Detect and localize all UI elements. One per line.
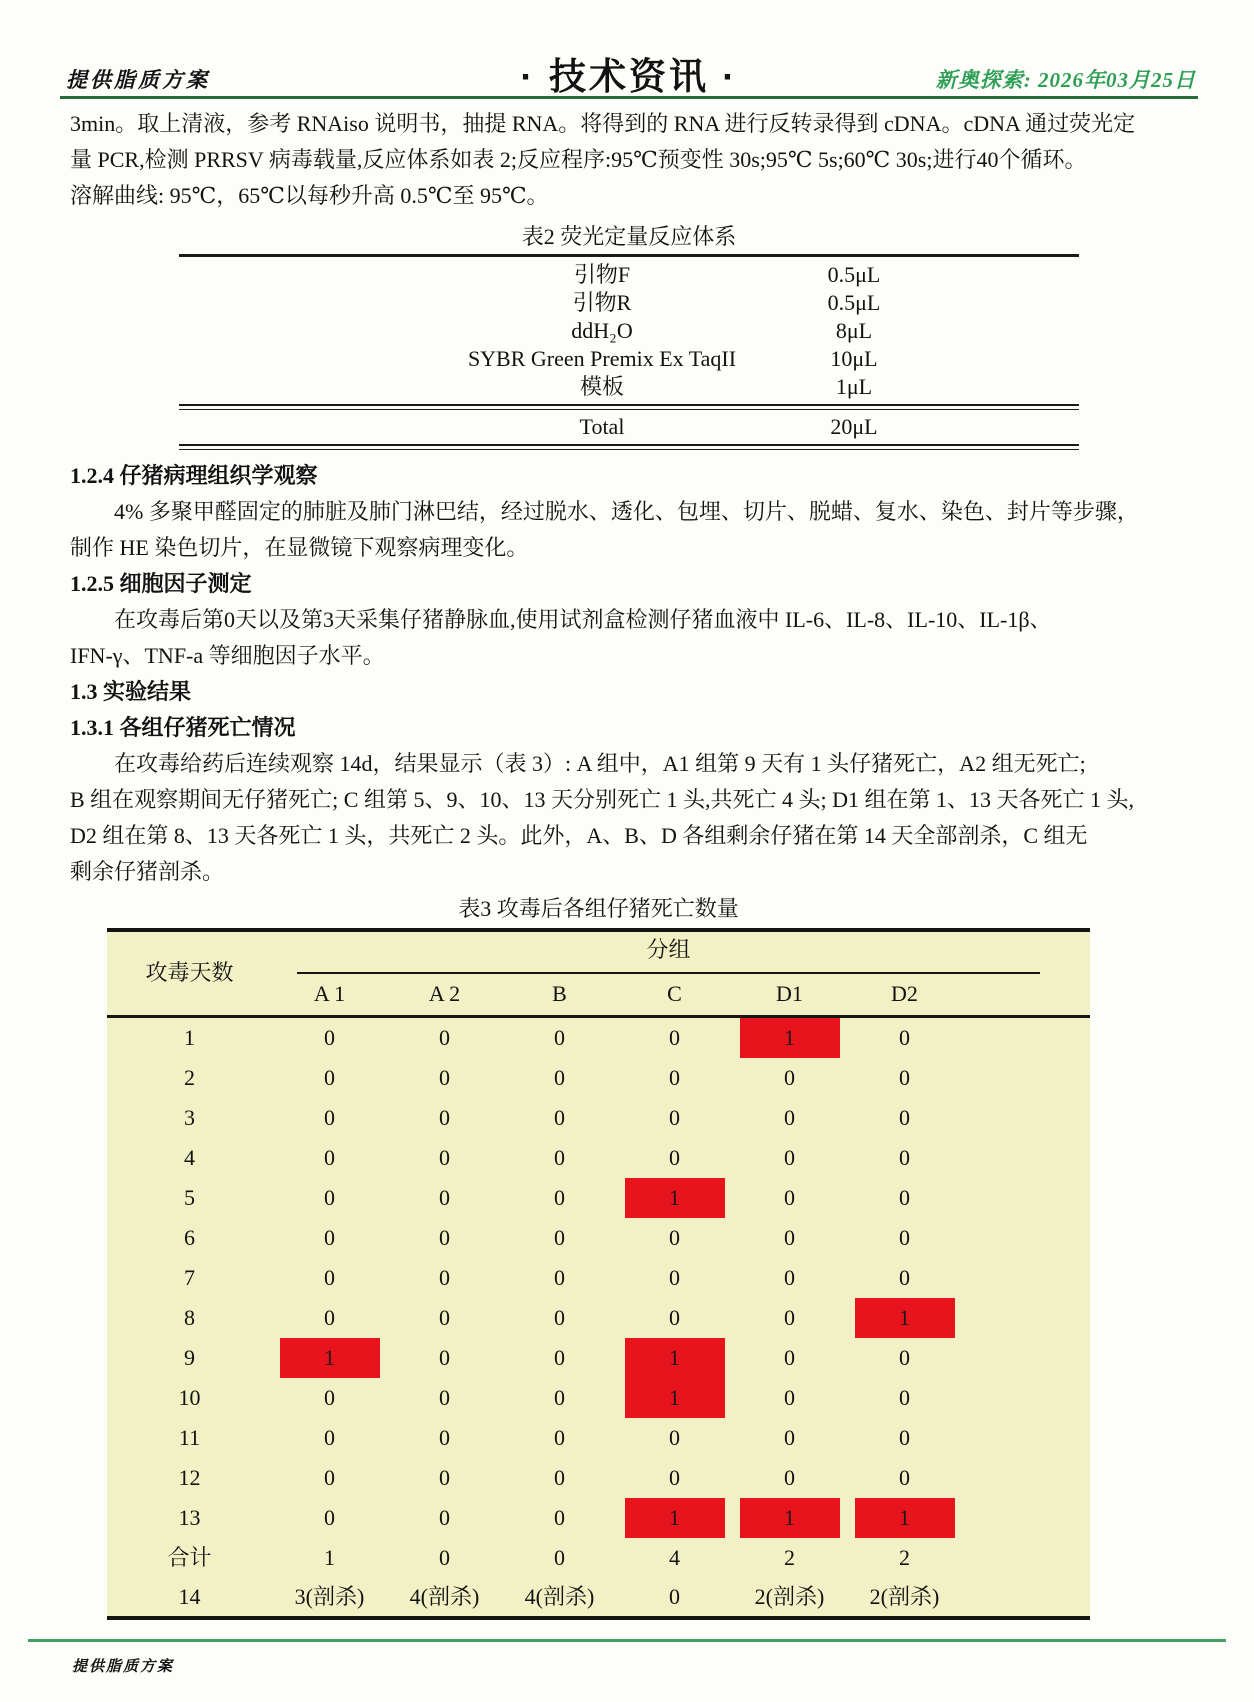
death-highlight-cell: 1: [855, 1298, 955, 1338]
value-cell: 2(剖杀): [869, 1583, 940, 1609]
header-date: 新奥探索: 2026年03月25日: [935, 68, 1196, 92]
table-row: [107, 1218, 1090, 1258]
day-cell: 1: [184, 1024, 195, 1050]
value-cell: 0: [554, 1224, 565, 1250]
day-cell: 3: [184, 1104, 195, 1130]
value-cell: 0: [669, 1304, 680, 1330]
table2: [179, 222, 1079, 450]
paragraph-131: [70, 746, 1188, 890]
day-cell: 7: [184, 1264, 195, 1290]
text-line: B 组在观察期间无仔猪死亡; C 组第 5、9、10、13 天分别死亡 1 头,共死亡 4 头; D1 组在第 1、13 天各死亡 1 头,: [70, 787, 1134, 812]
table2-row: [179, 317, 1079, 345]
value-cell: 0: [669, 1024, 680, 1050]
value-cell: 0: [439, 1424, 450, 1450]
section-heading-124: 1.2.4 仔猪病理组织学观察: [70, 463, 318, 488]
value-cell: 0: [899, 1464, 910, 1490]
value-cell: 0: [439, 1544, 450, 1570]
spacer-cell: [962, 1138, 1090, 1178]
spacer-cell: [962, 1578, 1090, 1618]
value-cell: 0: [439, 1064, 450, 1090]
text-line: 4% 多聚甲醛固定的肺脏及肺门淋巴结，经过脱水、透化、包埋、切片、脱蜡、复水、染色、封片等步骤，: [70, 499, 1139, 524]
value-cell: 1: [324, 1544, 335, 1570]
value-cell: 0: [554, 1264, 565, 1290]
day-cell: 2: [184, 1064, 195, 1090]
day-cell: 8: [184, 1304, 195, 1330]
value-cell: 0: [784, 1304, 795, 1330]
table-row: [107, 1058, 1090, 1098]
value-cell: 0: [324, 1424, 335, 1450]
value-cell: 0: [669, 1064, 680, 1090]
day-cell: 10: [178, 1384, 201, 1410]
death-highlight-cell: 1: [280, 1338, 380, 1378]
value-cell: 0: [669, 1264, 680, 1290]
value-cell: [847, 1498, 962, 1538]
text-line: 在攻毒后第0天以及第3天采集仔猪静脉血,使用试剂盒检测仔猪血液中 IL-6、IL-8、IL-10、IL-1β、: [70, 607, 1052, 632]
footer-brand: 提供脂质方案: [72, 1659, 175, 1675]
value-cell: [732, 1498, 847, 1538]
value-cell: 0: [899, 1184, 910, 1210]
text-line: D2 组在第 8、13 天各死亡 1 头，共死亡 2 头。此外，A、B、D 各组剩余仔猪在第 14 天全部剖杀，C 组无: [70, 823, 1088, 848]
value-cell: [617, 1178, 732, 1218]
day-cell: 14: [178, 1583, 201, 1609]
paragraph-125: [70, 602, 1188, 674]
table-row: [107, 1538, 1090, 1578]
value-cell: 2(剖杀): [754, 1583, 825, 1609]
day-cell: 13: [178, 1504, 201, 1530]
value-cell: 0: [784, 1384, 795, 1410]
text-line: 量 PCR,检测 PRRSV 病毒载量,反应体系如表 2;反应程序:95℃预变性 30s;95℃ 5s;60℃ 30s;进行40个循环。: [70, 147, 1087, 172]
value-cell: 0: [784, 1104, 795, 1130]
header-brand-left: 提供脂质方案: [66, 68, 210, 92]
spacer-cell: [962, 1016, 1090, 1058]
value-cell: 3(剖杀): [294, 1583, 365, 1609]
value-cell: [617, 1338, 732, 1378]
page-header: [62, 48, 1196, 96]
reagent-volume: 0.5μL: [827, 262, 881, 287]
value-cell: 0: [439, 1224, 450, 1250]
value-cell: 0: [324, 1384, 335, 1410]
value-cell: 0: [784, 1064, 795, 1090]
value-cell: 0: [324, 1304, 335, 1330]
table2-total-label: Total: [579, 414, 625, 439]
value-cell: 0: [899, 1144, 910, 1170]
value-cell: 0: [899, 1344, 910, 1370]
death-highlight-cell: 1: [855, 1498, 955, 1538]
value-cell: 0: [324, 1224, 335, 1250]
table-row: [107, 1138, 1090, 1178]
value-cell: 0: [899, 1024, 910, 1050]
reagent-volume: 10μL: [830, 346, 878, 371]
table2-row: [179, 345, 1079, 373]
table-row: [107, 1338, 1090, 1378]
value-cell: 0: [669, 1424, 680, 1450]
spacer-cell: [962, 1098, 1090, 1138]
text-line: IFN-γ、TNF-a 等细胞因子水平。: [70, 643, 385, 668]
value-cell: 0: [784, 1144, 795, 1170]
value-cell: 0: [324, 1024, 335, 1050]
value-cell: 0: [439, 1104, 450, 1130]
column-header-days: 攻毒天数: [107, 930, 272, 1016]
value-cell: 0: [669, 1583, 680, 1609]
day-cell: 11: [178, 1424, 201, 1450]
value-cell: 0: [899, 1264, 910, 1290]
table2-bottom-rule: [179, 444, 1079, 450]
value-cell: 0: [554, 1424, 565, 1450]
value-cell: 2: [899, 1544, 910, 1570]
spacer-cell: [962, 1218, 1090, 1258]
value-cell: [732, 1016, 847, 1058]
value-cell: 0: [899, 1104, 910, 1130]
value-cell: 4(剖杀): [524, 1583, 595, 1609]
table3-body: [107, 1016, 1090, 1618]
table2-total-value: 20μL: [830, 414, 878, 439]
value-cell: [617, 1498, 732, 1538]
day-cell: 6: [184, 1224, 195, 1250]
value-cell: 0: [554, 1104, 565, 1130]
value-cell: 0: [669, 1224, 680, 1250]
value-cell: 0: [324, 1464, 335, 1490]
value-cell: 0: [439, 1464, 450, 1490]
value-cell: 0: [554, 1024, 565, 1050]
value-cell: 0: [324, 1264, 335, 1290]
table-row: [107, 1458, 1090, 1498]
table-row: [107, 1016, 1090, 1058]
spacer-cell: [962, 974, 1090, 1016]
group-column-header: A 1: [272, 974, 387, 1016]
table-row: [107, 1178, 1090, 1218]
section-heading-13: 1.3 实验结果: [70, 679, 192, 704]
value-cell: 0: [439, 1024, 450, 1050]
value-cell: 0: [669, 1464, 680, 1490]
value-cell: 0: [669, 1144, 680, 1170]
spacer-cell: [962, 1338, 1090, 1378]
table-row: [107, 1298, 1090, 1338]
table2-box: [179, 254, 1079, 450]
table2-total-row: [179, 410, 1079, 444]
value-cell: 0: [669, 1104, 680, 1130]
value-cell: 0: [784, 1424, 795, 1450]
value-cell: [847, 1298, 962, 1338]
header-rule: [60, 96, 1198, 99]
value-cell: 0: [439, 1384, 450, 1410]
death-highlight-cell: 1: [625, 1378, 725, 1418]
group-column-header: D2: [847, 974, 962, 1016]
value-cell: 0: [899, 1384, 910, 1410]
reagent-volume: 8μL: [835, 318, 873, 343]
table3-wrap: [107, 894, 1090, 1620]
group-column-header: C: [617, 974, 732, 1016]
value-cell: 0: [554, 1384, 565, 1410]
day-cell: 4: [184, 1144, 195, 1170]
reagent-volume: 1μL: [835, 374, 873, 399]
death-highlight-cell: 1: [740, 1498, 840, 1538]
reagent-label: 引物R: [572, 290, 632, 315]
table2-row: [179, 373, 1079, 401]
day-cell: 12: [178, 1464, 201, 1490]
day-cell: 合计: [167, 1544, 212, 1570]
value-cell: 0: [554, 1184, 565, 1210]
value-cell: 2: [784, 1544, 795, 1570]
value-cell: [272, 1338, 387, 1378]
day-cell: 5: [184, 1184, 195, 1210]
value-cell: 0: [439, 1344, 450, 1370]
table-row: [107, 1578, 1090, 1618]
value-cell: 0: [439, 1264, 450, 1290]
death-highlight-cell: 1: [625, 1338, 725, 1378]
value-cell: 0: [784, 1264, 795, 1290]
value-cell: 0: [554, 1344, 565, 1370]
table2-title: 表2 荧光定量反应体系: [521, 224, 737, 249]
table2-row: [179, 261, 1079, 289]
value-cell: 0: [324, 1064, 335, 1090]
value-cell: 0: [899, 1424, 910, 1450]
spacer-cell: [962, 1378, 1090, 1418]
table3-title: 表3 攻毒后各组仔猪死亡数量: [458, 896, 739, 921]
day-cell: 9: [184, 1344, 195, 1370]
group-header-underline: 分组: [297, 932, 1040, 974]
spacer-cell: [962, 1058, 1090, 1098]
main-content: [70, 106, 1188, 1620]
table2-row: [179, 289, 1079, 317]
value-cell: 0: [899, 1064, 910, 1090]
reagent-label: ddH₂O: [571, 318, 633, 343]
value-cell: 0: [554, 1464, 565, 1490]
value-cell: 0: [439, 1304, 450, 1330]
spacer-cell: [962, 1258, 1090, 1298]
group-column-header: B: [502, 974, 617, 1016]
value-cell: 0: [784, 1464, 795, 1490]
section-heading-125: 1.2.5 细胞因子测定: [70, 571, 252, 596]
footer-rule: [28, 1639, 1226, 1642]
table-row: [107, 1418, 1090, 1458]
group-column-header: D1: [732, 974, 847, 1016]
value-cell: 0: [784, 1224, 795, 1250]
section-heading-131: 1.3.1 各组仔猪死亡情况: [70, 715, 296, 740]
value-cell: 0: [439, 1184, 450, 1210]
header-title: · 技术资讯 ·: [520, 56, 738, 97]
text-line: 制作 HE 染色切片，在显微镜下观察病理变化。: [70, 535, 529, 560]
paragraph-124: [70, 494, 1188, 566]
group-column-header: A 2: [387, 974, 502, 1016]
value-cell: 4(剖杀): [409, 1583, 480, 1609]
reagent-volume: 0.5μL: [827, 290, 881, 315]
value-cell: 0: [324, 1104, 335, 1130]
text-line: 3min。取上清液，参考 RNAiso 说明书，抽提 RNA。将得到的 RNA 进行反转录得到 cDNA。cDNA 通过荧光定: [70, 111, 1136, 136]
spacer-cell: [962, 1498, 1090, 1538]
spacer-cell: [962, 1178, 1090, 1218]
spacer-cell: [962, 1538, 1090, 1578]
value-cell: 4: [669, 1544, 680, 1570]
spacer-cell: [962, 1298, 1090, 1338]
text-line: 在攻毒给药后连续观察 14d，结果显示（表 3）: A 组中，A1 组第 9 天有 1 头仔猪死亡，A2 组无死亡;: [70, 751, 1086, 776]
value-cell: 0: [784, 1344, 795, 1370]
table-row: [107, 1378, 1090, 1418]
death-highlight-cell: 1: [625, 1498, 725, 1538]
table3: [107, 928, 1090, 1620]
value-cell: 0: [554, 1544, 565, 1570]
table3-header-row1: [107, 930, 1090, 974]
value-cell: 0: [554, 1064, 565, 1090]
table2-body: [179, 261, 1079, 401]
death-highlight-cell: 1: [740, 1018, 840, 1058]
spacer-cell: [962, 1458, 1090, 1498]
value-cell: 0: [324, 1144, 335, 1170]
value-cell: 0: [439, 1504, 450, 1530]
spacer-cell: [962, 1418, 1090, 1458]
reagent-label: SYBR Green Premix Ex TaqII: [467, 346, 737, 371]
reagent-label: 引物F: [573, 262, 631, 287]
text-line: 溶解曲线: 95℃，65℃以每秒升高 0.5℃至 95℃。: [70, 183, 549, 208]
value-cell: 0: [784, 1184, 795, 1210]
column-header-group: [272, 930, 1090, 974]
value-cell: 0: [554, 1144, 565, 1170]
value-cell: [617, 1378, 732, 1418]
value-cell: 0: [439, 1144, 450, 1170]
value-cell: 0: [324, 1184, 335, 1210]
value-cell: 0: [554, 1304, 565, 1330]
value-cell: 0: [554, 1504, 565, 1530]
reagent-label: 模板: [579, 374, 624, 399]
text-line: 剩余仔猪剖杀。: [70, 859, 225, 884]
death-highlight-cell: 1: [625, 1178, 725, 1218]
value-cell: 0: [324, 1504, 335, 1530]
paragraph-pcr: [70, 106, 1188, 214]
table-row: [107, 1498, 1090, 1538]
table-row: [107, 1258, 1090, 1298]
table-row: [107, 1098, 1090, 1138]
value-cell: 0: [899, 1224, 910, 1250]
